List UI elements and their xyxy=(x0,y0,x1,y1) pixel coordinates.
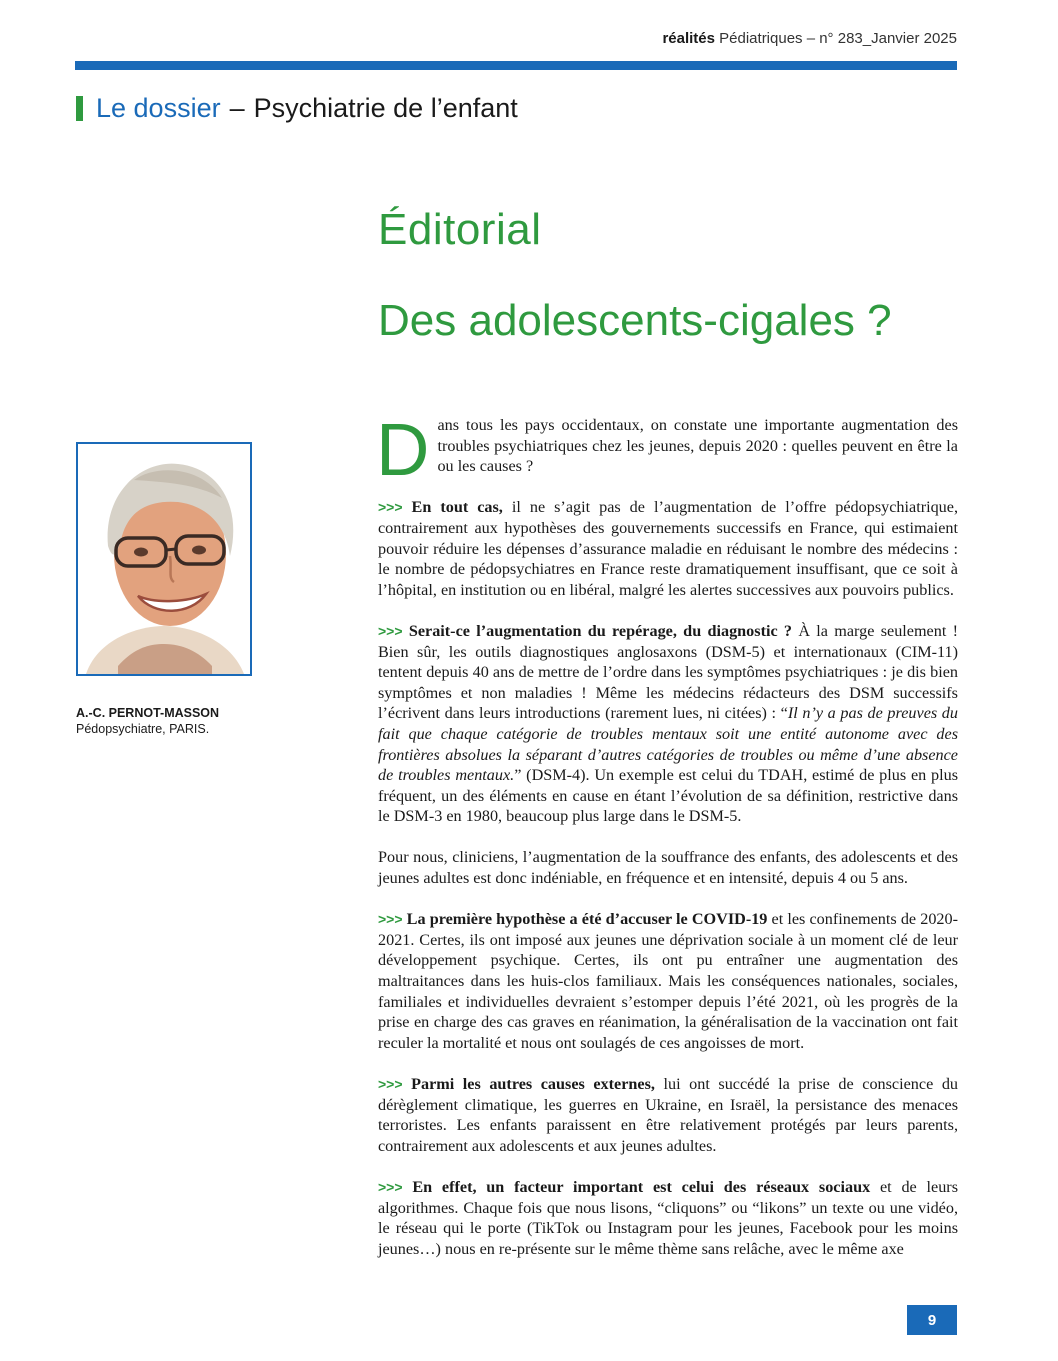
section-marker xyxy=(76,96,83,121)
paragraph-text: et de leurs algorithmes. Chaque fois que nous lisons, “cliquons” ou “likons” un texte ou une vidéo, le réseau qui le porte (TikTok ou Instagram pour les jeunes, Facebook pour les moins jeunes…) nous en re-présente sur le même thème sans relâche, avec le même axe xyxy=(378,1177,958,1258)
article-body xyxy=(376,408,959,1280)
article-paragraph xyxy=(378,1074,958,1156)
header-rule xyxy=(75,61,957,70)
paragraph-lead: La première hypothèse a été d’accuser le COVID-19 xyxy=(406,910,768,929)
article-paragraph xyxy=(378,847,958,888)
paragraph-lead: En effet, un facteur important est celui des réseaux sociaux xyxy=(412,1177,871,1196)
paragraph-lead: En tout cas, xyxy=(411,498,503,517)
intro-text: ans tous les pays occidentaux, on constate une importante augmentation des troubles psychiatriques chez les jeunes, depuis 2020 : quelles peuvent en être la ou les causes ? xyxy=(437,416,958,476)
paragraph-text: il ne s’agit pas de l’augmentation de l’offre pédopsychiatrique, contrairement aux hypothèses des gouvernements successifs en France, qui estimaient pouvoir réduire les dépenses d’assurance maladie en réduisant le nombre des médecins : le nombre de pédopsychiatres en France reste dramatiquement insuffisant, que ce soit à l’hôpital, en institution ou en libéral, malgré les alertes successives aux pouvoirs publics. xyxy=(378,498,959,599)
author-role: Pédopsychiatre, PARIS. xyxy=(76,722,210,736)
paragraph-marker: >>> xyxy=(378,911,403,928)
paragraph-marker: >>> xyxy=(378,622,403,639)
paragraph-lead: Parmi les autres causes externes, xyxy=(411,1075,655,1093)
paragraph-text: et les confinements de 2020-2021. Certes, ils ont imposé aux jeunes une déprivation sociale à un moment clé de leur développement psychique. Certes, ils ont pu entraîner une augmentation des maltraitances dans les huis-clos familiaux. Mais les conséquences nationales, sociales, familiales et individuelles devraient s’estomper depuis l’été 2021, où les progrès de la prise en charge des cas graves en réanimation, la généralisation de la vaccination ont fait reculer la mortalité et nous ont soulagés de ces angoisses de mort. xyxy=(378,910,958,1052)
article-paragraph xyxy=(378,909,958,1053)
section-label: Le dossier xyxy=(96,92,221,123)
paragraph-marker: >>> xyxy=(378,1076,403,1092)
section-heading xyxy=(76,91,518,125)
article-paragraph xyxy=(378,497,958,600)
dsm-quote: Il n’y a pas de preuves du fait que chaque catégorie de troubles mentaux soit une entité autonome avec des frontières absolues la séparant d’autres catégories de troubles ou même d’une absence de troubles mentaux. xyxy=(378,704,958,785)
paragraph-marker: >>> xyxy=(378,1178,403,1195)
section-topic: Psychiatrie de l’enfant xyxy=(253,92,518,123)
article-title: Des adolescents-cigales ? xyxy=(378,296,892,345)
paragraph-text: À la marge seulement ! Bien sûr, les outils diagnostiques anglosaxons (DSM-5) et internationaux (CIM-11) tentent depuis 40 ans de mettre de l’ordre dans les symptômes psychiatriques : je dis bien symptômes et non maladies ! Même les médecins rédacteurs des DSM successifs l’écrivent dans leurs introductions (rarement lues, ni citées) : “ xyxy=(378,621,959,723)
article-paragraph xyxy=(378,1177,958,1259)
author-photo xyxy=(76,442,252,676)
author-name: A.-C. PERNOT-MASSON xyxy=(76,706,220,720)
article-kicker: Éditorial xyxy=(378,205,542,254)
paragraph-text-after: ” (DSM-4). Un exemple est celui du TDAH, estimé de plus en plus fréquent, un des éléments en cause en étant l’évolution de sa définition, restrictive dans le DSM-3 en 1980, beaucoup plus large dans le DSM-5. xyxy=(378,766,958,826)
paragraph-text: Pour nous, cliniciens, l’augmentation de la souffrance des enfants, des adolescents et des jeunes adultes est donc indéniable, en fréquence et en intensité, depuis 4 ou 5 ans. xyxy=(378,848,958,888)
article-intro xyxy=(376,408,958,491)
drop-cap: D xyxy=(376,408,430,491)
article-paragraph xyxy=(378,621,958,827)
paragraph-text: lui ont succédé la prise de conscience du dérèglement climatique, les guerres en Ukraine, en Israël, la persistance des menaces terroristes. Les enfants paraissent en être relativement protégés par leurs parents, contrairement aux adolescents et aux jeunes adultes. xyxy=(378,1075,959,1155)
journal-issue: Pédiatriques – n° 283_Janvier 2025 xyxy=(719,30,957,47)
section-separator: – xyxy=(229,92,245,123)
author-portrait-illustration xyxy=(78,444,250,674)
running-header xyxy=(662,30,957,47)
journal-brand: réalités xyxy=(662,30,715,47)
paragraph-lead: Serait-ce l’augmentation du repérage, du diagnostic ? xyxy=(408,621,793,640)
paragraph-marker: >>> xyxy=(378,499,403,516)
page-number: 9 xyxy=(907,1305,957,1335)
